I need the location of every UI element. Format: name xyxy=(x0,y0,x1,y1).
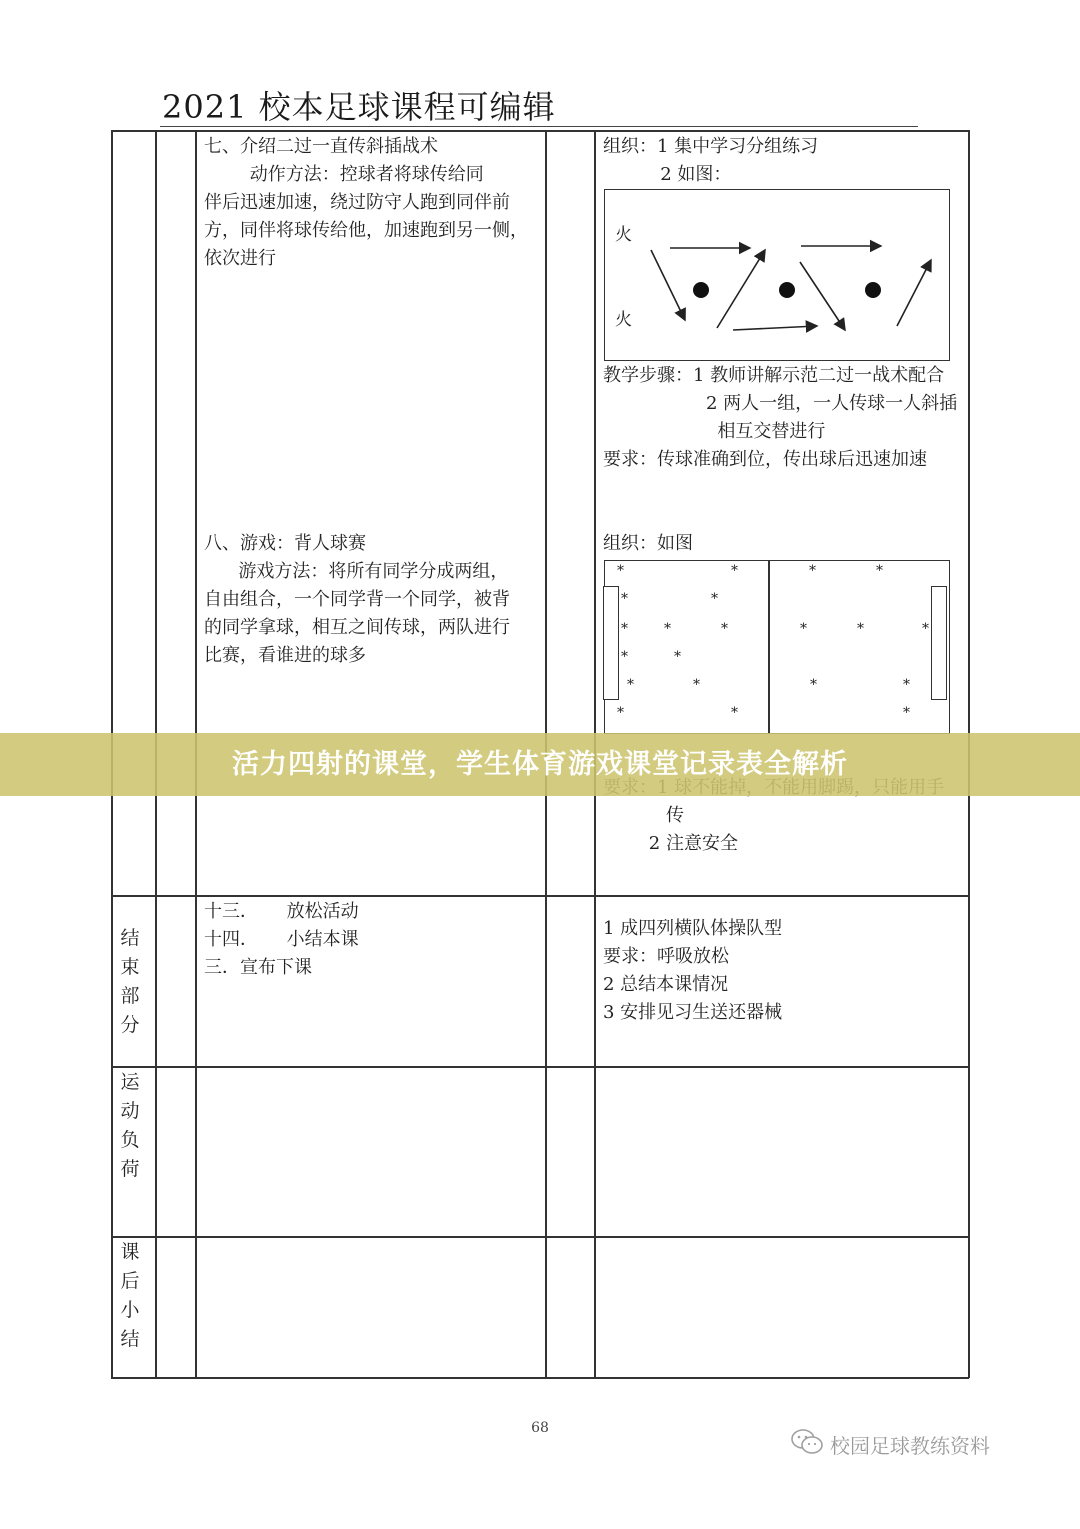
watermark xyxy=(790,1428,990,1460)
tactic-arrows xyxy=(605,190,949,360)
ball-marker xyxy=(693,282,709,298)
field-diagram xyxy=(604,560,950,734)
exercise-load-label: 运 动 负 荷 xyxy=(120,1071,140,1180)
player-mark: * xyxy=(621,591,628,607)
table-row-divider xyxy=(111,1236,969,1238)
goal-left xyxy=(603,586,619,700)
player-mark: * xyxy=(674,649,681,665)
table-border-bottom xyxy=(111,1377,969,1379)
run-arrow xyxy=(717,250,765,328)
player-mark: * xyxy=(721,621,728,637)
player-mark: * xyxy=(800,621,807,637)
organization-1-text: 组织：1 集中学习分组练习 2 如图： xyxy=(603,136,819,185)
player-mark: * xyxy=(664,621,671,637)
post-lesson-summary-label: 课 后 小 结 xyxy=(120,1241,140,1350)
teaching-steps-text: 教学步骤：1 教师讲解示范二过一战术配合 2 两人一组，一人传球一人斜插 相互交替进行 要求：传球准确到位，传出球后迅速加速 xyxy=(603,365,958,470)
section-8-text: 八、游戏：背人球赛 游戏方法：将所有同学分成两组， 自由组合，一个同学背一个同学，被背 的同学拿球，相互之间传球，两队进行 比赛，看谁进的球多 xyxy=(204,533,510,666)
ending-right-text: 1 成四列横队体操队型 要求：呼吸放松 2 总结本课情况 3 安排见习生送还器械 xyxy=(603,918,783,1023)
table-row-divider xyxy=(111,895,969,897)
center-line xyxy=(768,561,770,733)
table-border-top xyxy=(111,130,969,132)
ball-marker xyxy=(865,282,881,298)
banner-title: 活力四射的课堂，学生体育游戏课堂记录表全解析 xyxy=(232,749,848,780)
goal-right xyxy=(931,586,947,700)
player-marker: 火 xyxy=(615,310,632,330)
title-underline xyxy=(160,126,918,127)
player-mark: * xyxy=(621,649,628,665)
run-arrow xyxy=(800,262,845,330)
document-title: 2021 校本足球课程可编辑 xyxy=(162,88,556,126)
requirements-2-text: 传 2 注意安全 xyxy=(648,805,738,854)
player-mark: * xyxy=(621,621,628,637)
pass-arrow xyxy=(733,326,817,330)
player-mark: * xyxy=(809,563,816,579)
player-mark: * xyxy=(922,621,929,637)
player-mark: * xyxy=(876,563,883,579)
player-mark: * xyxy=(903,677,910,693)
player-mark: * xyxy=(617,705,624,721)
section-7-text: 七、介绍二过一直传斜插战术 动作方法：控球者将球传给同 伴后迅速加速，绕过防守人跑到同伴前 方，同伴将球传给他，加速跑到另一侧， 依次进行 xyxy=(204,136,528,269)
player-mark: * xyxy=(731,705,738,721)
wechat-icon xyxy=(790,1428,824,1461)
player-mark: * xyxy=(810,677,817,693)
player-mark: * xyxy=(903,705,910,721)
watermark-text: 校园足球教练资料 xyxy=(830,1433,990,1458)
ending-section-label: 结 束 部 分 xyxy=(120,927,140,1036)
title-banner xyxy=(0,733,1080,796)
player-mark: * xyxy=(857,621,864,637)
run-arrow xyxy=(651,250,685,320)
player-mark: * xyxy=(617,563,624,579)
player-mark: * xyxy=(693,677,700,693)
table-row-divider xyxy=(111,1066,969,1068)
tactic-diagram xyxy=(604,189,950,361)
player-mark: * xyxy=(731,563,738,579)
ending-left-text: 十三． 放松活动 十四． 小结本课 三．宣布下课 xyxy=(204,901,359,978)
run-arrow xyxy=(897,260,931,326)
player-mark: * xyxy=(627,677,634,693)
page-number: 68 xyxy=(531,1420,549,1436)
player-marker: 火 xyxy=(615,225,632,245)
ball-marker xyxy=(779,282,795,298)
player-mark: * xyxy=(711,591,718,607)
organization-2-text: 组织：如图 xyxy=(603,533,693,554)
